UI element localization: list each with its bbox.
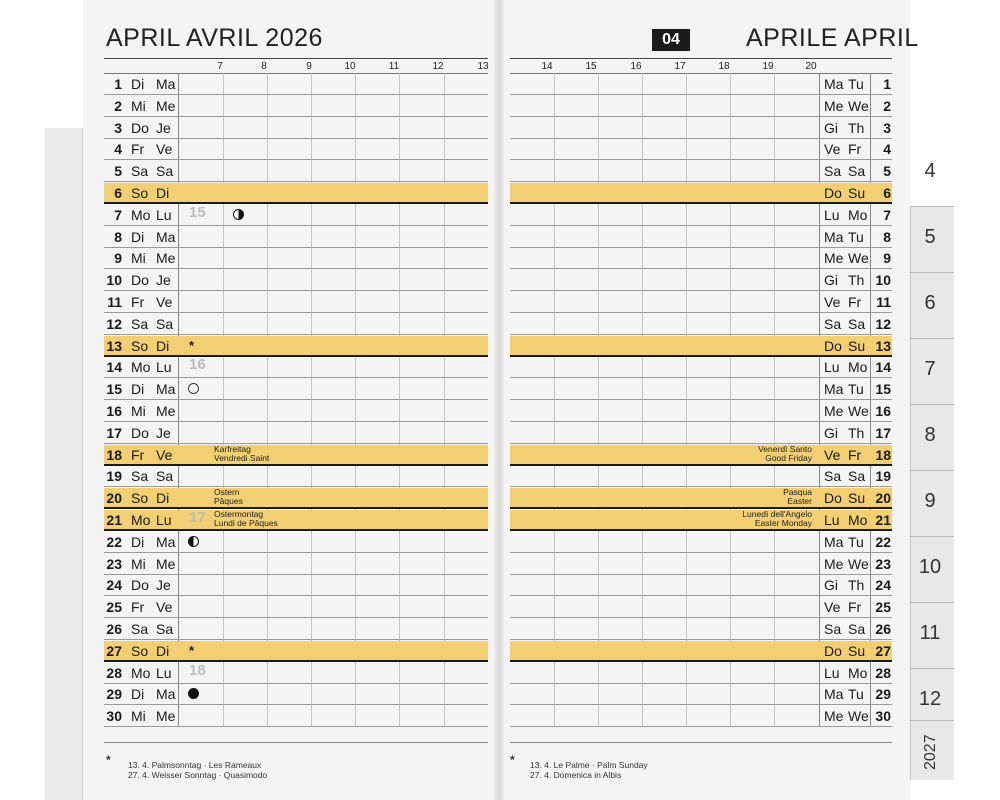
day-row-1 bbox=[0, 73, 1000, 95]
weekday-de: Di bbox=[131, 228, 145, 245]
day-number-right: 20 bbox=[875, 490, 891, 507]
weekday-en: Sa bbox=[848, 468, 866, 485]
holiday-line: Ostern bbox=[214, 487, 240, 498]
weekday-en: Tu bbox=[848, 686, 864, 703]
day-number-right: 14 bbox=[875, 359, 891, 376]
weekday-it: Ma bbox=[824, 533, 844, 550]
title-left: APRIL AVRIL 2026 bbox=[106, 24, 323, 52]
weekday-en: Fr bbox=[848, 294, 862, 310]
weekday-fr: Lu bbox=[156, 359, 172, 376]
weekday-en: Su bbox=[848, 185, 866, 201]
holiday-line: Vendredi Saint bbox=[214, 452, 270, 463]
day-number-left: 25 bbox=[106, 599, 122, 616]
holiday-label-left bbox=[214, 488, 243, 506]
day-row-18 bbox=[0, 444, 1000, 466]
weekday-fr: Ma bbox=[156, 686, 176, 703]
day-number-left: 9 bbox=[114, 250, 122, 267]
day-number-left: 20 bbox=[106, 490, 122, 507]
day-row-28 bbox=[0, 662, 1000, 684]
day-number-left: 2 bbox=[114, 97, 122, 114]
weekday-it: Me bbox=[824, 250, 844, 267]
weekday-fr: Ve bbox=[156, 446, 173, 463]
weekday-it: Do bbox=[824, 490, 842, 507]
day-number-right: 13 bbox=[875, 337, 891, 354]
weekday-de: Fr bbox=[131, 599, 145, 616]
weekday-fr: Ve bbox=[156, 599, 173, 616]
day-row-11 bbox=[0, 291, 1000, 313]
weekday-en: We bbox=[848, 403, 869, 419]
first-quarter-moon-icon bbox=[233, 209, 244, 220]
weekday-en: Tu bbox=[848, 76, 864, 92]
holiday-line: Pâques bbox=[214, 496, 243, 507]
hour-label-right: 16 bbox=[630, 61, 642, 72]
weekday-en: Fr bbox=[848, 446, 862, 463]
day-number-right: 17 bbox=[875, 424, 891, 441]
weekday-de: Fr bbox=[131, 446, 145, 463]
day-row-8 bbox=[0, 226, 1000, 248]
week-number: 15 bbox=[189, 203, 206, 221]
weekday-de: Sa bbox=[131, 621, 149, 637]
day-row-20 bbox=[0, 487, 1000, 509]
weekday-it: Ma bbox=[824, 76, 844, 92]
hour-label-left: 7 bbox=[217, 61, 223, 72]
day-row-4 bbox=[0, 138, 1000, 160]
title-right: APRILE APRIL bbox=[746, 24, 919, 52]
day-number-left: 28 bbox=[106, 664, 122, 681]
day-number-right: 11 bbox=[876, 294, 891, 310]
weekday-fr: Je bbox=[156, 119, 171, 136]
day-number-right: 28 bbox=[875, 664, 891, 681]
grid-bottom-left bbox=[104, 742, 488, 743]
holiday-label-left bbox=[214, 445, 269, 463]
weekday-it: Me bbox=[824, 555, 844, 572]
weekday-en: We bbox=[848, 555, 869, 572]
hour-label-left: 10 bbox=[344, 61, 356, 72]
weekday-en: Mo bbox=[848, 512, 868, 528]
weekday-it: Ma bbox=[824, 686, 844, 703]
day-number-right: 6 bbox=[883, 185, 891, 201]
day-number-right: 21 bbox=[875, 512, 891, 528]
month-tab-label: 12 bbox=[918, 688, 942, 710]
weekday-it: Lu bbox=[824, 359, 840, 376]
weekday-de: Fr bbox=[131, 294, 145, 310]
holiday-line: Ostermontag bbox=[214, 509, 264, 519]
weekday-en: Th bbox=[848, 577, 865, 594]
weekday-en: Mo bbox=[848, 359, 868, 376]
weekday-fr: Di bbox=[156, 337, 170, 354]
weekday-fr: Di bbox=[156, 490, 170, 507]
weekday-de: Di bbox=[131, 76, 145, 92]
weekday-fr: Sa bbox=[156, 621, 174, 637]
month-tab-label: 4 bbox=[924, 160, 936, 182]
grid-bottom-right bbox=[510, 742, 892, 743]
day-number-right: 23 bbox=[875, 555, 891, 572]
day-number-right: 4 bbox=[883, 141, 891, 158]
day-row-29 bbox=[0, 683, 1000, 705]
weekday-fr: Je bbox=[156, 577, 171, 594]
month-tabs bbox=[910, 0, 1000, 800]
day-number-right: 9 bbox=[883, 250, 891, 267]
month-tab-label: 10 bbox=[918, 556, 942, 578]
day-number-right: 18 bbox=[875, 446, 891, 463]
footnote-star-left: * bbox=[106, 753, 111, 767]
weekday-fr: Sa bbox=[156, 163, 174, 180]
holiday-label-right bbox=[690, 488, 812, 506]
hour-label-left: 9 bbox=[306, 61, 312, 72]
day-number-left: 30 bbox=[106, 708, 122, 725]
weekday-de: Mo bbox=[131, 664, 151, 681]
day-number-left: 22 bbox=[106, 533, 122, 550]
holiday-label-right bbox=[690, 510, 812, 528]
footnote-right-1: 13. 4. Le Palme · Palm Sunday bbox=[530, 760, 648, 770]
footnote-right-2: 27. 4. Domenica in Albis bbox=[530, 770, 622, 780]
day-number-right: 2 bbox=[883, 97, 891, 114]
day-number-right: 1 bbox=[883, 76, 891, 92]
weekday-de: Fr bbox=[131, 141, 145, 158]
header-rule-left bbox=[104, 58, 488, 59]
day-row-6 bbox=[0, 182, 1000, 204]
weekday-it: Gi bbox=[824, 272, 838, 289]
weekday-de: So bbox=[131, 642, 149, 659]
weekday-de: Mo bbox=[131, 206, 151, 223]
day-number-right: 8 bbox=[883, 228, 891, 245]
day-number-right: 26 bbox=[875, 621, 891, 637]
weekday-en: Su bbox=[848, 337, 866, 354]
weekday-en: Tu bbox=[848, 228, 864, 245]
day-row-14 bbox=[0, 356, 1000, 378]
day-row-21 bbox=[0, 509, 1000, 531]
weekday-de: Mi bbox=[131, 250, 146, 267]
weekday-it: Ve bbox=[824, 446, 841, 463]
day-number-right: 3 bbox=[883, 119, 891, 136]
day-number-left: 27 bbox=[106, 642, 122, 659]
holiday-label-right bbox=[690, 445, 812, 463]
day-row-30 bbox=[0, 705, 1000, 727]
hour-label-left: 8 bbox=[261, 61, 267, 72]
weekday-fr: Ma bbox=[156, 533, 176, 550]
header-rule-right bbox=[510, 58, 892, 59]
day-number-left: 15 bbox=[106, 381, 122, 398]
weekday-fr: Je bbox=[156, 424, 171, 441]
day-number-left: 16 bbox=[106, 403, 122, 419]
weekday-en: Th bbox=[848, 272, 865, 289]
weekday-de: Mi bbox=[131, 708, 146, 725]
day-row-3 bbox=[0, 117, 1000, 139]
weekday-de: Mi bbox=[131, 97, 146, 114]
weekday-it: Me bbox=[824, 708, 844, 725]
day-number-left: 4 bbox=[114, 141, 122, 158]
day-number-left: 29 bbox=[106, 686, 122, 703]
weekday-en: Su bbox=[848, 642, 866, 659]
weekday-fr: Je bbox=[156, 272, 171, 289]
day-number-right: 15 bbox=[875, 381, 891, 398]
day-row-19 bbox=[0, 465, 1000, 487]
holiday-line: Good Friday bbox=[765, 452, 812, 463]
month-tab-label: 9 bbox=[924, 490, 936, 512]
weekday-en: Fr bbox=[848, 141, 862, 158]
day-row-26 bbox=[0, 618, 1000, 640]
weekday-de: Sa bbox=[131, 315, 149, 332]
hour-label-right: 19 bbox=[762, 61, 774, 72]
weekday-fr: Di bbox=[156, 642, 170, 659]
month-tab-label: 5 bbox=[924, 226, 936, 248]
weekday-it: Sa bbox=[824, 163, 842, 180]
month-tab-label: 11 bbox=[919, 622, 941, 644]
weekday-de: Do bbox=[131, 577, 149, 594]
week-number: 16 bbox=[189, 356, 206, 374]
weekday-it: Lu bbox=[824, 664, 840, 681]
day-number-right: 7 bbox=[883, 206, 891, 223]
weekday-de: Mo bbox=[131, 359, 151, 376]
weekday-it: Lu bbox=[824, 512, 840, 528]
weekday-en: Sa bbox=[848, 621, 866, 637]
holiday-label-left bbox=[214, 510, 278, 528]
day-number-left: 23 bbox=[106, 555, 122, 572]
weekday-fr: Me bbox=[156, 555, 176, 572]
day-number-left: 12 bbox=[106, 315, 122, 332]
weekday-de: Di bbox=[131, 381, 145, 398]
day-number-left: 3 bbox=[114, 119, 122, 136]
holiday-line: Karfreitag bbox=[214, 443, 251, 454]
day-number-right: 24 bbox=[875, 577, 891, 594]
month-tab-label: 2027 bbox=[922, 734, 939, 770]
day-number-right: 25 bbox=[875, 599, 891, 616]
day-number-right: 16 bbox=[875, 403, 891, 419]
last-quarter-moon-icon bbox=[188, 536, 199, 547]
hour-label-left: 11 bbox=[388, 61, 400, 72]
holiday-line: Pasqua bbox=[783, 487, 812, 498]
day-number-left: 7 bbox=[114, 206, 122, 223]
day-number-right: 10 bbox=[875, 272, 891, 289]
day-number-left: 24 bbox=[106, 577, 122, 594]
day-number-left: 8 bbox=[114, 228, 122, 245]
day-row-10 bbox=[0, 269, 1000, 291]
weekday-de: So bbox=[131, 185, 149, 201]
day-row-15 bbox=[0, 378, 1000, 400]
weekday-it: Do bbox=[824, 642, 842, 659]
weekday-fr: Ma bbox=[156, 381, 176, 398]
weekday-fr: Ve bbox=[156, 141, 173, 158]
day-row-7 bbox=[0, 204, 1000, 226]
day-number-right: 5 bbox=[883, 163, 891, 180]
full-moon-icon bbox=[188, 383, 199, 394]
day-number-left: 21 bbox=[106, 512, 122, 528]
day-number-right: 19 bbox=[875, 468, 891, 485]
weekday-fr: Lu bbox=[156, 512, 172, 528]
month-badge: 04 bbox=[652, 29, 690, 51]
weekday-en: Mo bbox=[848, 664, 868, 681]
day-row-25 bbox=[0, 596, 1000, 618]
holiday-line: Easter bbox=[787, 496, 812, 507]
holiday-line: Venerdì Santo bbox=[758, 443, 812, 454]
hour-label-right: 15 bbox=[585, 61, 597, 72]
holiday-line: Lundi de Pâques bbox=[214, 518, 278, 528]
holiday-line: Lunedì dell'Angelo bbox=[742, 509, 812, 519]
weekday-de: Do bbox=[131, 119, 149, 136]
weekday-en: We bbox=[848, 97, 869, 114]
day-row-22 bbox=[0, 531, 1000, 553]
weekday-en: Th bbox=[848, 119, 865, 136]
week-number: 18 bbox=[189, 661, 206, 679]
weekday-it: Me bbox=[824, 403, 844, 419]
day-number-left: 6 bbox=[114, 185, 122, 201]
weekday-fr: Me bbox=[156, 97, 176, 114]
hour-label-right: 20 bbox=[805, 61, 817, 72]
weekday-fr: Me bbox=[156, 250, 176, 267]
day-row-5 bbox=[0, 160, 1000, 182]
weekday-it: Ve bbox=[824, 294, 841, 310]
weekday-en: Tu bbox=[848, 533, 864, 550]
footnote-left-1: 13. 4. Palmsonntag · Les Rameaux bbox=[128, 760, 262, 770]
weekday-en: Mo bbox=[848, 206, 868, 223]
weekday-de: Sa bbox=[131, 468, 149, 485]
weekday-en: Th bbox=[848, 424, 865, 441]
hour-label-left: 13 bbox=[477, 61, 489, 72]
weekday-fr: Sa bbox=[156, 315, 174, 332]
month-tab-label: 8 bbox=[924, 424, 936, 446]
weekday-it: Do bbox=[824, 337, 842, 354]
weekday-de: Do bbox=[131, 272, 149, 289]
weekday-en: Sa bbox=[848, 315, 866, 332]
month-tab-label: 6 bbox=[924, 292, 936, 314]
weekday-it: Sa bbox=[824, 468, 842, 485]
day-number-left: 10 bbox=[106, 272, 122, 289]
day-number-right: 27 bbox=[875, 642, 891, 659]
weekday-en: We bbox=[848, 708, 869, 725]
weekday-it: Ve bbox=[824, 599, 841, 616]
weekday-it: Ma bbox=[824, 228, 844, 245]
weekday-fr: Lu bbox=[156, 206, 172, 223]
hour-label-right: 17 bbox=[674, 61, 686, 72]
weekday-de: Di bbox=[131, 686, 145, 703]
day-number-left: 19 bbox=[106, 468, 122, 485]
day-row-27 bbox=[0, 640, 1000, 662]
weekday-fr: Ma bbox=[156, 228, 176, 245]
weekday-it: Ve bbox=[824, 141, 841, 158]
footnote-star: * bbox=[189, 337, 195, 353]
day-row-24 bbox=[0, 574, 1000, 596]
weekday-fr: Me bbox=[156, 403, 176, 419]
weekday-fr: Lu bbox=[156, 664, 172, 681]
weekday-de: Di bbox=[131, 533, 145, 550]
weekday-it: Do bbox=[824, 185, 842, 201]
day-row-12 bbox=[0, 313, 1000, 335]
footnote-star: * bbox=[189, 642, 195, 658]
day-row-13 bbox=[0, 335, 1000, 357]
weekday-fr: Ma bbox=[156, 76, 176, 92]
weekday-fr: Ve bbox=[156, 294, 173, 310]
weekday-fr: Me bbox=[156, 708, 176, 725]
day-row-9 bbox=[0, 247, 1000, 269]
weekday-it: Gi bbox=[824, 424, 838, 441]
day-number-right: 12 bbox=[875, 315, 891, 332]
weekday-en: We bbox=[848, 250, 869, 267]
weekday-it: Gi bbox=[824, 119, 838, 136]
weekday-it: Sa bbox=[824, 315, 842, 332]
weekday-en: Fr bbox=[848, 599, 862, 616]
day-row-16 bbox=[0, 400, 1000, 422]
weekday-fr: Di bbox=[156, 185, 170, 201]
weekday-en: Sa bbox=[848, 163, 866, 180]
day-number-left: 26 bbox=[106, 621, 122, 637]
day-number-left: 1 bbox=[114, 76, 122, 92]
day-number-right: 22 bbox=[875, 533, 891, 550]
day-number-left: 11 bbox=[107, 294, 122, 310]
month-tab-label: 7 bbox=[924, 358, 936, 380]
weekday-it: Lu bbox=[824, 206, 840, 223]
footnote-star-right: * bbox=[510, 753, 515, 767]
weekday-de: Mi bbox=[131, 555, 146, 572]
weekday-it: Sa bbox=[824, 621, 842, 637]
day-row-2 bbox=[0, 95, 1000, 117]
weekday-it: Ma bbox=[824, 381, 844, 398]
day-number-right: 30 bbox=[875, 708, 891, 725]
hour-label-right: 14 bbox=[541, 61, 553, 72]
hour-label-left: 12 bbox=[432, 61, 444, 72]
weekday-it: Me bbox=[824, 97, 844, 114]
holiday-line: Easter Monday bbox=[754, 518, 812, 528]
weekday-de: Mi bbox=[131, 403, 146, 419]
day-number-left: 5 bbox=[114, 163, 122, 180]
day-row-17 bbox=[0, 422, 1000, 444]
weekday-it: Gi bbox=[824, 577, 838, 594]
weekday-de: Do bbox=[131, 424, 149, 441]
weekday-de: So bbox=[131, 490, 149, 507]
footnote-left-2: 27. 4. Weisser Sonntag · Quasimodo bbox=[128, 770, 268, 780]
weekday-fr: Sa bbox=[156, 468, 174, 485]
day-number-left: 17 bbox=[106, 424, 122, 441]
weekday-de: Sa bbox=[131, 163, 149, 180]
day-row-23 bbox=[0, 553, 1000, 575]
hour-label-right: 18 bbox=[718, 61, 730, 72]
day-number-left: 13 bbox=[106, 337, 122, 354]
week-number: 17 bbox=[189, 509, 206, 526]
weekday-en: Su bbox=[848, 490, 866, 507]
day-number-right: 29 bbox=[875, 686, 891, 703]
new-moon-icon bbox=[188, 688, 199, 699]
day-number-left: 14 bbox=[106, 359, 122, 376]
weekday-en: Tu bbox=[848, 381, 864, 398]
weekday-de: Mo bbox=[131, 512, 151, 528]
day-number-left: 18 bbox=[106, 446, 122, 463]
weekday-de: So bbox=[131, 337, 149, 354]
